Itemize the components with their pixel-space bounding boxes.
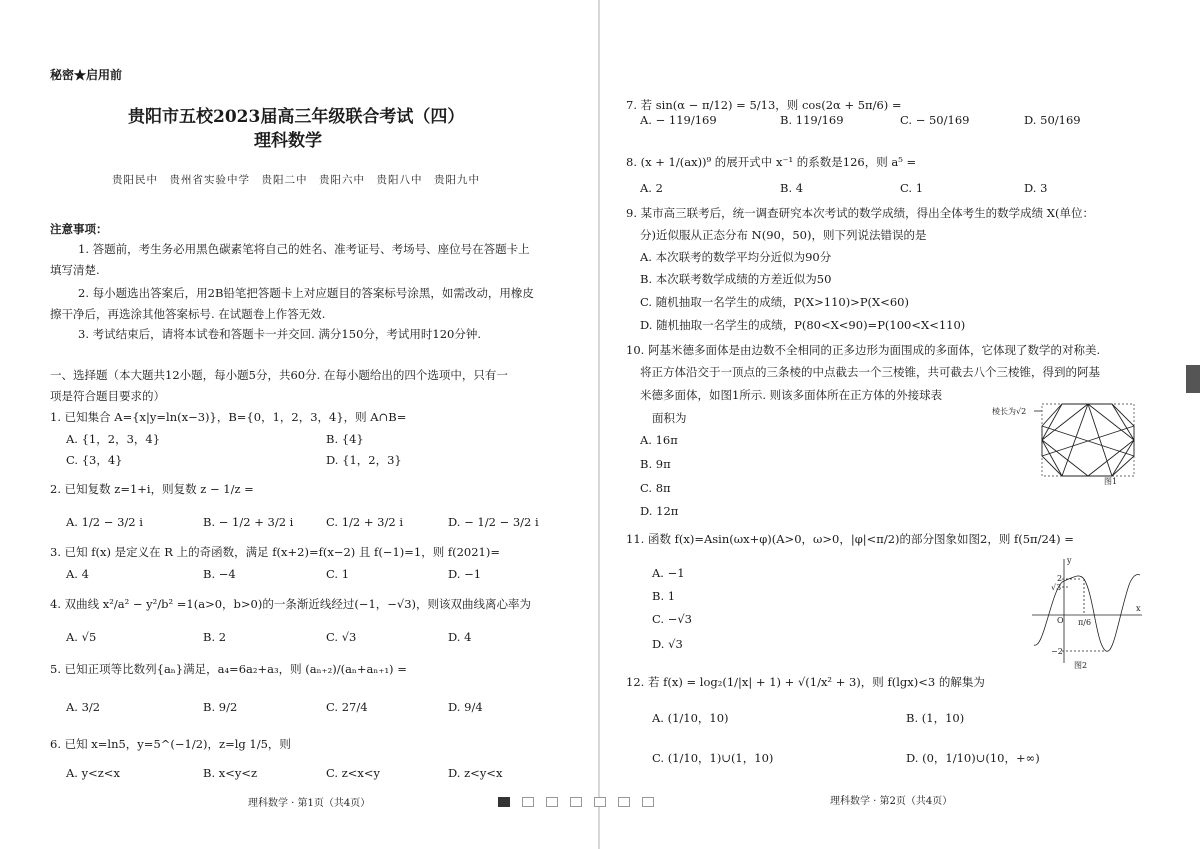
q2-option-a: A. 1/2 − 3/2 i bbox=[66, 515, 143, 529]
page-2-footer: 理科数学 · 第2页（共4页） bbox=[830, 796, 953, 807]
q5-option-b: B. 9/2 bbox=[203, 700, 238, 714]
q3-option-a: A. 4 bbox=[66, 567, 89, 581]
q1-option-b: B. {4} bbox=[326, 432, 364, 446]
q3-option-d: D. −1 bbox=[448, 567, 482, 581]
q11-option-c: C. −√3 bbox=[652, 612, 692, 626]
school-list: 贵阳民中 贵州省实验中学 贵阳二中 贵阳六中 贵阳八中 贵阳九中 bbox=[112, 174, 480, 186]
q12-stem: 12. 若 f(x) = log₂(1/|x| + 1) + √(1/x² + 3)，则 f(lgx)<3 的解集为 bbox=[626, 675, 985, 689]
q12-option-c: C. (1/10，1)∪(1，10) bbox=[652, 751, 774, 765]
q9-option-b: B. 本次联考数学成绩的方差近似为50 bbox=[640, 272, 832, 286]
q8-option-c: C. 1 bbox=[900, 181, 924, 195]
q8-option-b: B. 4 bbox=[780, 181, 804, 195]
page-thumb-1[interactable] bbox=[498, 797, 510, 807]
q3-option-b: B. −4 bbox=[203, 567, 236, 581]
fig2-tick-pi6: π/6 bbox=[1078, 618, 1092, 627]
q10-option-b: B. 9π bbox=[640, 457, 671, 471]
page-thumb-3[interactable] bbox=[546, 797, 558, 807]
q5-option-c: C. 27/4 bbox=[326, 700, 368, 714]
q10-option-d: D. 12π bbox=[640, 504, 679, 518]
q2-option-d: D. − 1/2 − 3/2 i bbox=[448, 515, 539, 529]
q9-stem-cont: 分)近似服从正态分布 N(90，50)，则下列说法错误的是 bbox=[640, 228, 927, 242]
page-2 bbox=[600, 0, 1200, 849]
fig1-edge-label: 棱长为√2 bbox=[992, 407, 1027, 416]
fig2-x-label: x bbox=[1136, 604, 1141, 613]
q5-stem: 5. 已知正项等比数列{aₙ}满足，a₄=6a₂+a₃，则 (aₙ₊₂)/(aₙ+aₙ₊₁) = bbox=[50, 662, 407, 676]
q11-option-a: A. −1 bbox=[652, 566, 685, 580]
figure-2-sine-graph bbox=[1024, 555, 1144, 670]
q9-stem: 9. 某市高三联考后，统一调查研究本次考试的数学成绩，得出全体考生的数学成绩 X(单位： bbox=[626, 206, 1094, 220]
q1-option-a: A. {1，2，3，4} bbox=[66, 432, 161, 446]
fig2-tick-m2: −2 bbox=[1051, 647, 1063, 656]
q7-option-c: C. − 50/169 bbox=[900, 113, 970, 127]
q5-option-d: D. 9/4 bbox=[448, 700, 483, 714]
q8-stem: 8. (x + 1/(ax))⁹ 的展开式中 x⁻¹ 的系数是126，则 a⁵ = bbox=[626, 155, 917, 169]
q9-option-d: D. 随机抽取一名学生的成绩，P(80<X<90)=P(100<X<110) bbox=[640, 318, 966, 332]
fig2-origin: O bbox=[1057, 616, 1064, 625]
q10-option-c: C. 8π bbox=[640, 481, 671, 495]
q1-option-d: D. {1，2，3} bbox=[326, 453, 402, 467]
fig2-tick-2: 2 bbox=[1057, 574, 1063, 583]
q4-option-d: D. 4 bbox=[448, 630, 472, 644]
page-thumb-2[interactable] bbox=[522, 797, 534, 807]
q4-stem: 4. 双曲线 x²/a² − y²/b² =1(a>0，b>0)的一条渐近线经过(−1，−√3)，则该双曲线离心率为 bbox=[50, 597, 532, 611]
q1-option-c: C. {3，4} bbox=[66, 453, 123, 467]
q2-option-c: C. 1/2 + 3/2 i bbox=[326, 515, 403, 529]
q8-option-d: D. 3 bbox=[1024, 181, 1048, 195]
notice-1-cont: 填写清楚. bbox=[50, 263, 100, 277]
q10-stem-cont-1: 将正方体沿交于一顶点的三条棱的中点截去一个三棱锥，共可截去八个三棱锥，得到的阿基 bbox=[640, 365, 1100, 379]
page-thumb-4[interactable] bbox=[570, 797, 582, 807]
q6-option-d: D. z<y<x bbox=[448, 766, 503, 780]
q3-option-c: C. 1 bbox=[326, 567, 350, 581]
q6-option-c: C. z<x<y bbox=[326, 766, 381, 780]
q4-option-c: C. √3 bbox=[326, 630, 357, 644]
q2-stem: 2. 已知复数 z=1+i，则复数 z − 1/z = bbox=[50, 482, 254, 496]
q10-stem-cont-2: 米德多面体，如图1所示. 则该多面体所在正方体的外接球表 bbox=[640, 388, 943, 402]
notice-1: 1. 答题前，考生务必用黑色碳素笔将自己的姓名、准考证号、考场号、座位号在答题卡上 bbox=[78, 242, 530, 256]
q7-stem: 7. 若 sin(α − π/12) = 5/13，则 cos(2α + 5π/6) = bbox=[626, 98, 902, 112]
page-1-footer: 理科数学 · 第1页（共4页） bbox=[248, 798, 371, 809]
fig2-y-label: y bbox=[1067, 556, 1072, 565]
q12-option-a: A. (1/10，10) bbox=[652, 711, 729, 725]
q6-stem: 6. 已知 x=ln5，y=5^(−1/2)，z=lg 1/5，则 bbox=[50, 737, 291, 751]
confidential-mark: 秘密★启用前 bbox=[50, 68, 123, 82]
q6-option-a: A. y<z<x bbox=[66, 766, 120, 780]
q9-option-c: C. 随机抽取一名学生的成绩，P(X>110)>P(X<60) bbox=[640, 295, 909, 309]
q1-stem: 1. 已知集合 A={x|y=ln(x−3)}，B={0，1，2，3，4}，则 A∩B= bbox=[50, 410, 407, 424]
q12-option-d: D. (0，1/10)∪(10，+∞) bbox=[906, 751, 1040, 765]
section-heading: 一、选择题（本大题共12小题，每小题5分，共60分. 在每小题给出的四个选项中，只有一 bbox=[50, 368, 508, 382]
figure-1-polyhedron bbox=[992, 396, 1152, 486]
q9-option-a: A. 本次联考的数学平均分近似为90分 bbox=[640, 250, 832, 264]
q7-option-a: A. − 119/169 bbox=[640, 113, 717, 127]
q10-stem-cont-3: 面积为 bbox=[652, 411, 687, 425]
q2-option-b: B. − 1/2 + 3/2 i bbox=[203, 515, 294, 529]
fig1-caption: 图1 bbox=[1104, 477, 1118, 486]
q8-option-a: A. 2 bbox=[640, 181, 663, 195]
q10-stem: 10. 阿基米德多面体是由边数不全相同的正多边形为面围成的多面体，它体现了数学的对称美. bbox=[626, 343, 1101, 357]
notice-heading: 注意事项： bbox=[50, 222, 108, 236]
q7-option-d: D. 50/169 bbox=[1024, 113, 1081, 127]
notice-2-cont: 擦干净后，再选涂其他答案标号. 在试题卷上作答无效. bbox=[50, 307, 326, 321]
notice-3: 3. 考试结束后，请将本试卷和答题卡一并交回. 满分150分，考试用时120分钟. bbox=[78, 327, 481, 341]
fig2-caption: 图2 bbox=[1074, 661, 1088, 670]
q11-option-d: D. √3 bbox=[652, 637, 683, 651]
exam-title: 贵阳市五校2023届高三年级联合考试（四） bbox=[128, 107, 465, 127]
exam-subject: 理科数学 bbox=[254, 131, 322, 151]
q10-option-a: A. 16π bbox=[640, 433, 678, 447]
section-heading-cont: 项是符合题目要求的） bbox=[50, 389, 165, 403]
q7-option-b: B. 119/169 bbox=[780, 113, 844, 127]
page-edge-tab bbox=[1186, 365, 1200, 393]
q12-option-b: B. (1，10) bbox=[906, 711, 965, 725]
q11-stem: 11. 函数 f(x)=Asin(ωx+φ)(A>0，ω>0，|φ|<π/2)的部分图象如图2，则 f(5π/24) = bbox=[626, 532, 1074, 546]
q11-option-b: B. 1 bbox=[652, 589, 676, 603]
notice-2: 2. 每小题选出答案后，用2B铅笔把答题卡上对应题目的答案标号涂黑，如需改动，用橡皮 bbox=[78, 286, 534, 300]
q3-stem: 3. 已知 f(x) 是定义在 R 上的奇函数，满足 f(x+2)=f(x−2) 且 f(−1)=1，则 f(2021)= bbox=[50, 545, 500, 559]
fig2-tick-r3: √3 bbox=[1051, 583, 1062, 592]
q6-option-b: B. x<y<z bbox=[203, 766, 258, 780]
q4-option-b: B. 2 bbox=[203, 630, 227, 644]
q5-option-a: A. 3/2 bbox=[66, 700, 101, 714]
q4-option-a: A. √5 bbox=[66, 630, 97, 644]
